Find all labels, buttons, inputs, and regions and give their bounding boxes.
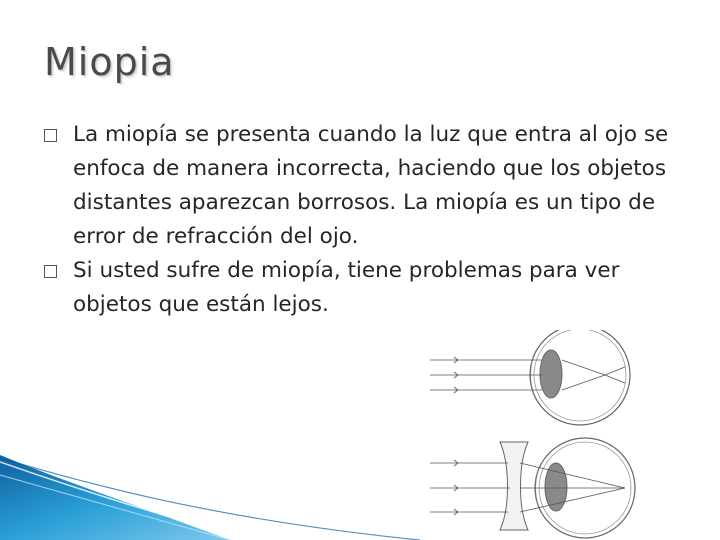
checkbox-bullet-icon	[44, 265, 57, 278]
bullet-list	[44, 118, 694, 322]
bullet-item	[44, 254, 694, 322]
bullet-text: La miopía se presenta cuando la luz que entra al ojo se enfoca de manera incorrecta, haciendo que los objetos distantes aparezcan borrosos. La miopía es un tipo de error de refracción del ojo.	[73, 122, 669, 249]
corrected-eye-diagram	[420, 430, 640, 540]
bullet-item	[44, 118, 694, 254]
slide-title: Miopia	[44, 40, 175, 84]
checkbox-bullet-icon	[44, 129, 57, 142]
myopic-eye-diagram	[420, 330, 640, 430]
bullet-text: Si usted sufre de miopía, tiene problemas para ver objetos que están lejos.	[73, 258, 620, 317]
decorative-wave	[0, 400, 420, 540]
